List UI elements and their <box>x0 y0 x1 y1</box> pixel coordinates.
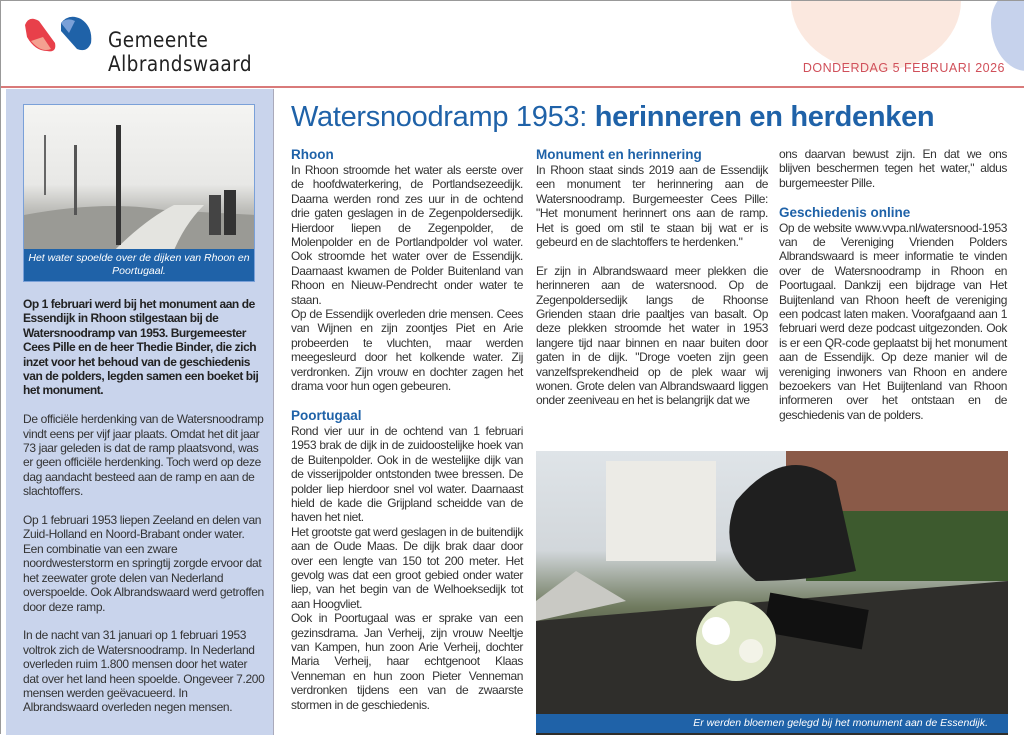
brand-line: Gemeente <box>108 28 209 52</box>
paragraph: In de nacht van 31 januari op 1 februari 1953 voltrok zich de Watersnoodramp. In Nederland overleden ruim 1.800 mensen door het water dat over het land heen spoelde. Ongeveer 7.200 mensen werden geëvacueerd. In Albrandswaard overleden negen mensen. <box>23 628 265 715</box>
paragraph: Het grootste gat werd geslagen in de buitendijk aan de Oude Maas. De dijk brak daar door over een lengte van 150 tot 200 meter. Het gevolg was dat een groot gebied onder water liep, van het begin van de Welhoeksedijk tot aan Hoogvliet. <box>291 524 523 611</box>
paragraph: Er zijn in Albrandswaard meer plekken die herinneren aan de watersnood. Op de Zegenpoldersedijk langs de Rhoonse Grienden staan drie paaltjes van basalt. Op deze plekken stroomde het water in 1953 langere tijd naar binnen en naar buiten door gaten in de dijk. "Droge voeten zijn geen vanzelfsprekendheid op de plek waar wij wonen. Grote delen van Albrandswaard liggen onder zeeniveau en het is belangrijk dat we <box>536 263 768 408</box>
monument-photo <box>536 451 1008 735</box>
paragraph: De officiële herdenking van de Watersnoodramp vindt eens per vijf jaar plaats. Omdat het dit jaar 73 jaar geleden is dat de ramp plaatsvond, was er geen officiële herdenking. Toch werd op deze dag aandacht besteed aan de ramp en aan de slachtoffers. <box>23 412 264 499</box>
column-3 <box>779 147 1007 422</box>
paragraph: In Rhoon staat sinds 2019 aan de Essendijk een monument ter herinnering aan de Watersnoodramp. Burgemeester Cees Pille: "Het monument herinnert ons aan de ramp. Het is goed om stil te staan bij wat er is gebeurd en de slachtoffers te herdenken." <box>536 163 768 250</box>
brand-name <box>108 28 252 76</box>
paragraph: Op 1 februari 1953 liepen Zeeland en delen van Zuid-Holland en Noord-Brabant onder water. Een combinatie van een zware noordwesterstorm en springtij zorgde ervoor dat het zeewater grote delen van Nederland overspoelde. Ook Albrandswaard werd getroffen door deze ramp. <box>23 513 264 614</box>
photo-illustration <box>536 451 1008 735</box>
section-heading-poortugaal: Poortugaal <box>291 407 362 423</box>
sidebar <box>6 89 274 735</box>
title-part-bold: herinneren en herdenken <box>594 101 935 133</box>
section-heading-rhoon: Rhoon <box>291 147 334 162</box>
article-title <box>291 101 934 134</box>
header <box>1 1 1024 88</box>
municipality-logo <box>21 15 97 55</box>
historic-flood-photo <box>23 104 255 282</box>
lead-paragraph: Op 1 februari werd bij het monument aan de Essendijk in Rhoon stilgestaan bij de Watersnoodramp van 1953. Burgemeester Cees Pille en de heer Thedie Binder, die zich inzet voor het behoud van de geschiedenis van de polders, legden samen een boeket bij het monument. <box>23 297 259 398</box>
brand-line: Albrandswaard <box>108 52 252 76</box>
photo-caption: Het water spoelde over de dijken van Rhoon en Poortugaal. <box>24 249 254 281</box>
sidebar-text <box>23 297 265 729</box>
column-2 <box>536 147 768 408</box>
paragraph: In Rhoon stroomde het water als eerste over de hoofdwaterkering, de Portlandsezeedijk. Daarna werden rond zes uur in de ochtend drie gaten geslagen in de Zegenpoldersedijk. Hierdoor liepen de Zegenpolder, de Molenpolder en de Portlandpolder vol water. Ook stroomde het water over de Essendijk. Daarnaast kwamen de Polder Buitenland van Rhoon en Nieuw-Pendrecht onder water te staan. <box>291 163 523 307</box>
paragraph: ons daarvan bewust zijn. En dat we ons blijven beschermen tegen het water," aldus burgemeester Pille. <box>779 147 1007 190</box>
paragraph: Rond vier uur in de ochtend van 1 februari 1953 brak de dijk in de zuidoostelijke hoek van de Buitenpolder. Ook in de westelijke dijk van de visserijpolder ontstonden twee bressen. De polder liep hierdoor snel vol water. Daarnaast hield de kade die Grijpland scheidde van de haven het niet. <box>291 423 523 525</box>
paragraph: Ook in Poortugaal was er sprake van een gezinsdrama. Jan Verheij, zijn vrouw Neeltje van Kampen, hun zoon Arie Verheij, dochter Maria Verheij, haar echtgenoot Klaas Venneman en hun zoon Pieter Venneman verdronken tijdens een van de zwaarste stormen in de geschiedenis. <box>291 611 523 712</box>
section-heading-monument: Monument en herinnering <box>536 147 702 162</box>
paragraph: Op de website www.vvpa.nl/watersnood-1953 van de Vereniging Vrienden Polders Albrandswaard is meer informatie te vinden over de Watersnoodramp in Rhoon en Poortugaal. Dankzij een bijdrage van Het Buijtenland van Rhoon heeft de vereniging een podcast laten maken. Voorafgaand aan 1 februari werd deze podcast uitgezonden. Ook is er een QR-code geplaatst bij het monument aan de Essendijk. Op deze manier wil de vereniging inwoners van Rhoon en andere bezoekers van Het Buijtenland van Rhoon informeren over het ontstaan en de geschiedenis van de polders. <box>779 220 1007 422</box>
paragraph: Op de Essendijk overleden drie mensen. Cees van Wijnen en zijn zoontjes Piet en Arie probeerden te vluchten, maar werden meegesleurd door het kolkende water. Zij verdronken. Zijn vrouw en dochter zagen het drama voor hun ogen gebeuren. <box>291 307 523 394</box>
column-1 <box>291 147 523 712</box>
photo-caption: Er werden bloemen gelegd bij het monument aan de Essendijk. <box>536 714 1008 733</box>
title-part: Watersnoodramp 1953: <box>291 101 595 133</box>
section-heading-online: Geschiedenis online <box>779 204 911 220</box>
issue-date: DONDERDAG 5 FEBRUARI 2026 <box>802 61 1005 75</box>
